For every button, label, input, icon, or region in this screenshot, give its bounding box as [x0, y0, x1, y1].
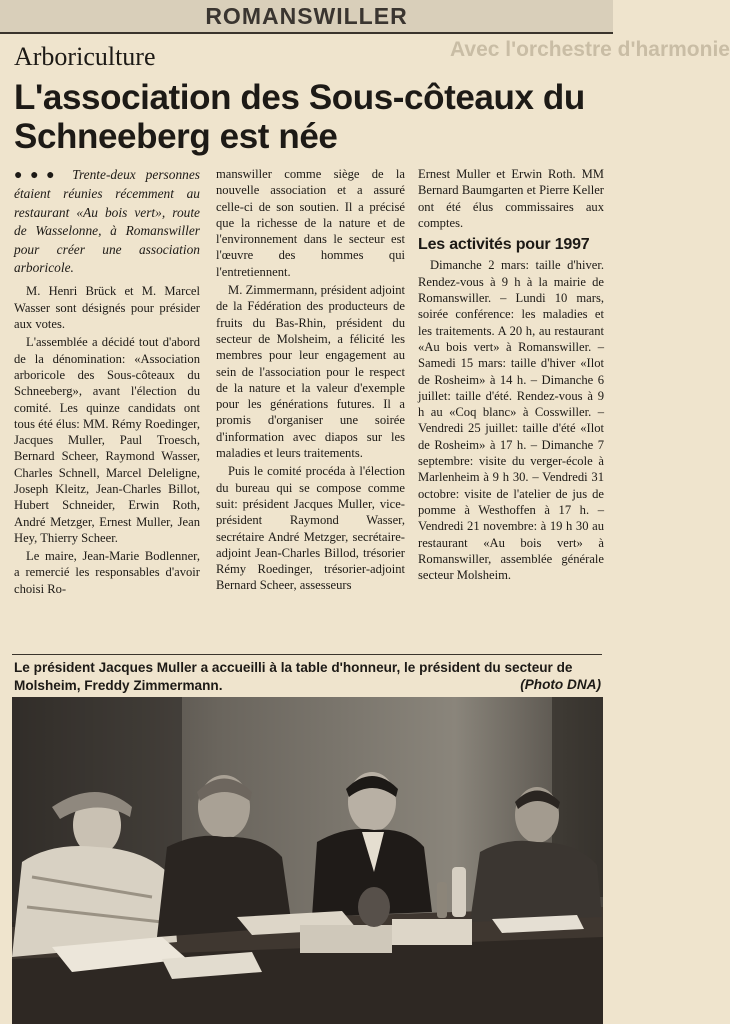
article-column-1 [14, 166, 200, 644]
paragraph: manswiller comme siège de la nouvelle association et a assuré celle-ci de son soutien. Il a précisé que la richesse de la nature et de l'environnement dans le secteur est l'œuvre des hommes qui l'entretiennent. [216, 167, 405, 279]
activities-subhead: Les activités pour 1997 [418, 236, 590, 254]
paragraph: Le maire, Jean-Marie Bodlenner, a remercié les responsables d'avoir choisi Ro- [14, 549, 200, 596]
caption-rule [12, 654, 602, 655]
article-column-2 [216, 166, 405, 644]
section-title: ROMANSWILLER [205, 3, 408, 29]
lede-text: Trente-deux personnes étaient réunies récemment au restaurant «Au bois vert», route de Wasselonne, à Romanswiller pour créer une association arboricole. [14, 167, 200, 276]
activities-paragraph: Dimanche 2 mars: taille d'hiver. Rendez-vous à 9 h à la mairie de Romanswiller. – Lundi 10 mars, soirée conférence: les maladies et les traitements. A 20 h, au restaurant «Au bois vert» à Romanswiller. – Samedi 15 mars: taille d'hiver «Ilot de Rosheim» à 14 h. – Dimanche 6 juillet: taille d'été. Rendez-vous à 9 h au «Coq blanc» à Cosswiller. – Vendredi 25 juillet: taille d'été «Ilot de Rosheim» à 17 h. – Dimanche 7 septembre: visite du verger-école à Marlenheim à 9 h 30. – Vendredi 31 octobre: visite de l'atelier de jus de pomme à Westhoffen à 17 h. – Vendredi 21 novembre: à 19 h 30 au restaurant «Au bois vert» à Romanswiller, assemblée générale secteur Molsheim. [418, 258, 604, 583]
meeting-photo [12, 697, 603, 1024]
photo-caption: Le président Jacques Muller a accueilli à la table d'honneur, le président du secteur de Molsheim, Freddy Zimmermann. [14, 660, 573, 693]
paragraph: Ernest Muller et Erwin Roth. MM Bernard Baumgarten et Pierre Keller ont été élus commissaires aux comptes. [418, 167, 604, 230]
section-banner [0, 0, 613, 34]
paragraph: Puis le comité procéda à l'élection du bureau qui se compose comme suit: président Jacques Muller, vice-président Raymond Wasser, secrétaire André Metzger, secrétaire-adjoint Jean-Charles Billod, trésorier Rémy Roedinger, trésorier-adjoint Bernard Scheer, assesseurs [216, 464, 405, 593]
bleed-through-headline: Avec l'orchestre d'harmonie [450, 38, 730, 61]
article-lede [14, 166, 200, 277]
article-kicker: Arboriculture [14, 42, 156, 71]
paragraph: M. Henri Brück et M. Marcel Wasser sont désignés pour présider aux votes. [14, 284, 200, 332]
article-headline: L'association des Sous-côteaux du Schneeberg est née [14, 78, 585, 156]
paragraph: L'assemblée a décidé tout d'abord de la dénomination: «Association arboricole des Sous-côteaux du Schneeberg», avant l'élection du comité. Les quinze candidats ont tous été élus: MM. Rémy Roedinger, Jacques Muller, Paul Troesch, Bernard Scheer, Raymond Wasser, Charles Schnell, Marcel Deleligne, Joseph Kleitz, Jean-Charles Billot, Hubert Schneider, Erwin Roth, André Metzger, Ernest Muller, Jean Hey, Thierry Scheer. [14, 335, 200, 545]
paragraph: M. Zimmermann, président adjoint de la Fédération des producteurs de fruits du Bas-Rhin, président du secteur de Molsheim, a félicité les membres pour leur engagement au sein de l'association pour le respect de la nature et la valeur d'exemple pour les générations futures. Il a promis d'organiser une soirée d'information avec diapos sur les maladies et leurs traitements. [216, 283, 405, 461]
article-column-3 [418, 166, 604, 644]
photo-credit: (Photo DNA) [520, 677, 601, 692]
lede-bullets: ●●● [14, 168, 63, 183]
